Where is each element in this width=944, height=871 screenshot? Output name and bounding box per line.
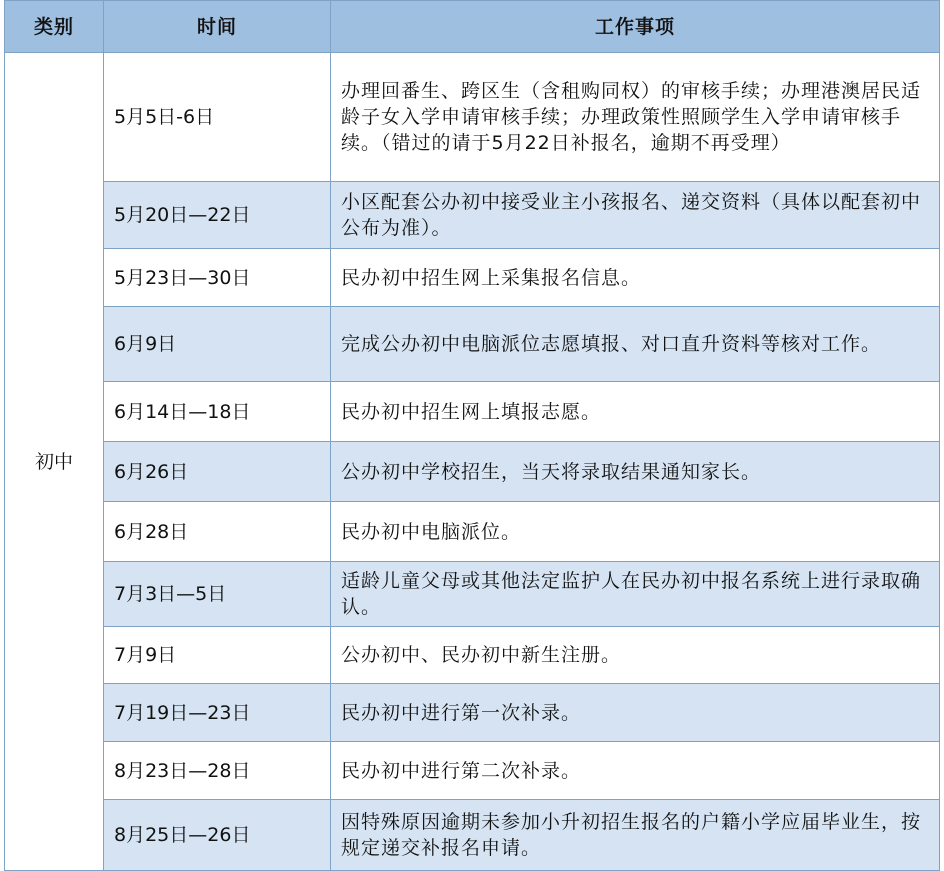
task-cell: 民办初中进行第二次补录。 <box>331 742 940 800</box>
header-task: 工作事项 <box>331 1 940 53</box>
time-cell: 7月19日—23日 <box>104 684 331 742</box>
table-row <box>5 502 940 562</box>
header-category: 类别 <box>5 1 104 53</box>
table-row <box>5 249 940 307</box>
task-cell: 民办初中电脑派位。 <box>331 502 940 562</box>
table-header-row <box>5 1 940 53</box>
time-cell: 6月9日 <box>104 307 331 382</box>
task-cell: 民办初中招生网上填报志愿。 <box>331 382 940 442</box>
task-cell: 公办初中学校招生，当天将录取结果通知家长。 <box>331 442 940 502</box>
time-cell: 8月25日—26日 <box>104 800 331 871</box>
time-cell: 6月26日 <box>104 442 331 502</box>
table-row <box>5 53 940 182</box>
table-row <box>5 627 940 684</box>
table-row <box>5 307 940 382</box>
table-row <box>5 182 940 249</box>
table-row <box>5 742 940 800</box>
time-cell: 5月5日-6日 <box>104 53 331 182</box>
time-cell: 7月3日—5日 <box>104 562 331 627</box>
task-cell: 办理回番生、跨区生（含租购同权）的审核手续；办理港澳居民适龄子女入学申请审核手续；办理政策性照顾学生入学申请审核手续。（错过的请于5月22日补报名，逾期不再受理） <box>331 53 940 182</box>
time-cell: 8月23日—28日 <box>104 742 331 800</box>
time-cell: 6月28日 <box>104 502 331 562</box>
table-row <box>5 800 940 871</box>
task-cell: 完成公办初中电脑派位志愿填报、对口直升资料等核对工作。 <box>331 307 940 382</box>
header-time: 时间 <box>104 1 331 53</box>
task-cell: 民办初中招生网上采集报名信息。 <box>331 249 940 307</box>
task-cell: 公办初中、民办初中新生注册。 <box>331 627 940 684</box>
task-cell: 小区配套公办初中接受业主小孩报名、递交资料（具体以配套初中公布为准）。 <box>331 182 940 249</box>
table-row <box>5 684 940 742</box>
time-cell: 6月14日—18日 <box>104 382 331 442</box>
table-row <box>5 442 940 502</box>
table-row <box>5 382 940 442</box>
task-cell: 适龄儿童父母或其他法定监护人在民办初中报名系统上进行录取确认。 <box>331 562 940 627</box>
task-cell: 因特殊原因逾期未参加小升初招生报名的户籍小学应届毕业生，按规定递交补报名申请。 <box>331 800 940 871</box>
time-cell: 5月20日—22日 <box>104 182 331 249</box>
time-cell: 7月9日 <box>104 627 331 684</box>
table-row <box>5 562 940 627</box>
category-cell: 初中 <box>5 53 104 871</box>
task-cell: 民办初中进行第一次补录。 <box>331 684 940 742</box>
time-cell: 5月23日—30日 <box>104 249 331 307</box>
enrollment-schedule-table <box>4 0 940 871</box>
